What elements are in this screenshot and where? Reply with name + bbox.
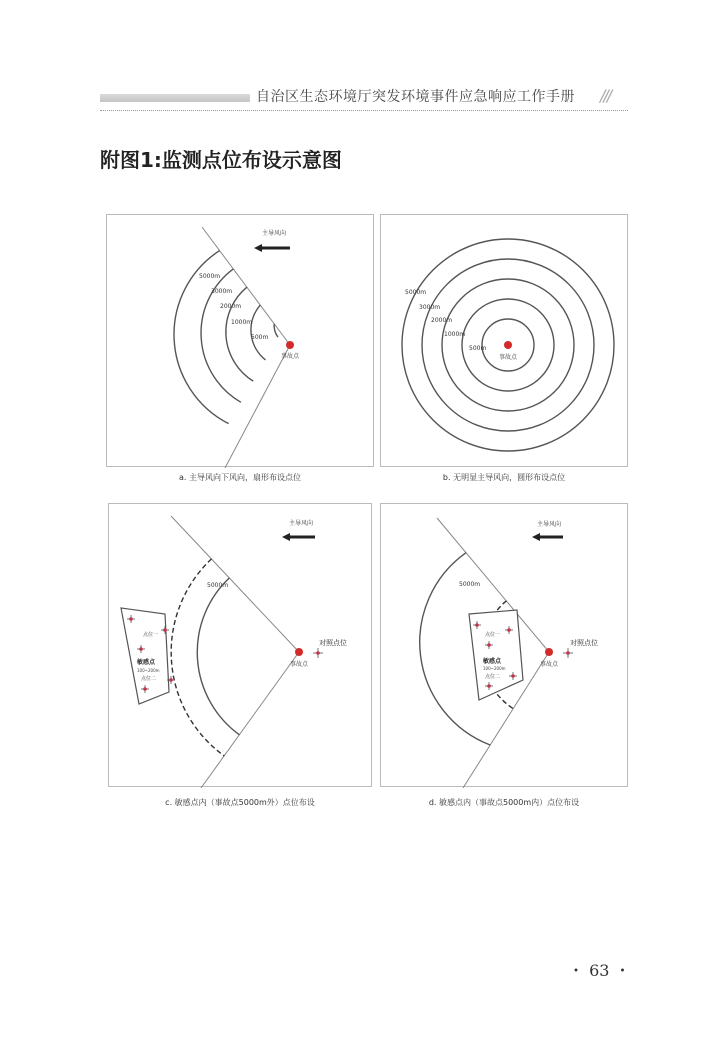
source-label: 事故点 xyxy=(289,661,309,668)
distance-label: 5000m xyxy=(459,581,481,588)
distance-label-500: 500m xyxy=(251,334,269,341)
point-label-1: 点位一 xyxy=(485,632,501,638)
distance-label-2000: 2000m xyxy=(220,303,242,310)
range-label: 100~200m xyxy=(137,668,160,673)
caption-a: a. 主导风向下风向，扇形布设点位 xyxy=(179,473,301,482)
header-slashes: /// xyxy=(600,86,611,105)
page-number: ・ 63 ・ xyxy=(568,961,631,980)
panel-b xyxy=(380,214,628,467)
source-point xyxy=(286,341,294,349)
source-label: 事故点 xyxy=(539,661,559,668)
distance-label-1000: 1000m xyxy=(444,331,466,338)
caption-b: b. 无明显主导风向，圆形布设点位 xyxy=(442,473,566,482)
source-point xyxy=(504,341,512,349)
distance-label-500: 500m xyxy=(469,345,487,352)
panel-d-diagram xyxy=(381,504,629,788)
distance-label-5000: 5000m xyxy=(199,273,221,280)
source-label: 事故点 xyxy=(280,353,300,360)
panel-a-diagram xyxy=(107,215,375,468)
distance-label-3000: 3000m xyxy=(211,288,233,295)
sensitive-label: 敏感点 xyxy=(137,659,156,666)
header-rule xyxy=(100,110,628,111)
control-label: 对照点位 xyxy=(319,639,347,647)
control-point xyxy=(566,651,570,655)
caption-c: c. 敏感点内（事故点5000m外）点位布设 xyxy=(165,798,315,807)
wind-label: 主导风向 xyxy=(261,230,287,237)
caption-d: d. 敏感点内（事故点5000m内）点位布设 xyxy=(428,798,580,807)
source-point xyxy=(295,648,303,656)
control-point xyxy=(316,651,320,655)
source-point xyxy=(545,648,553,656)
distance-label-5000: 5000m xyxy=(405,289,427,296)
point-label-2: 点位二 xyxy=(141,676,157,682)
point-label-1: 点位一 xyxy=(143,632,159,638)
header-decor-bar xyxy=(100,94,250,102)
wind-label: 主导风向 xyxy=(288,520,314,527)
sensitive-label: 敏感点 xyxy=(483,658,502,665)
header-title: 自治区生态环境厅突发环境事件应急响应工作手册 xyxy=(256,89,575,105)
control-label: 对照点位 xyxy=(570,639,598,647)
point-label-2: 点位二 xyxy=(485,674,501,680)
panel-d xyxy=(380,503,628,787)
source-label: 事故点 xyxy=(498,354,518,361)
panel-c xyxy=(108,503,372,787)
distance-label-3000: 3000m xyxy=(419,304,441,311)
panel-c-diagram xyxy=(109,504,373,788)
distance-label-2000: 2000m xyxy=(431,317,453,324)
figure-title: 附图1:监测点位布设示意图 xyxy=(100,148,342,172)
range-label: 100~200m xyxy=(483,666,506,671)
wind-label: 主导风向 xyxy=(536,521,562,528)
panel-a xyxy=(106,214,374,467)
panel-b-diagram xyxy=(381,215,629,468)
distance-label: 5000m xyxy=(207,582,229,589)
distance-label-1000: 1000m xyxy=(231,319,253,326)
